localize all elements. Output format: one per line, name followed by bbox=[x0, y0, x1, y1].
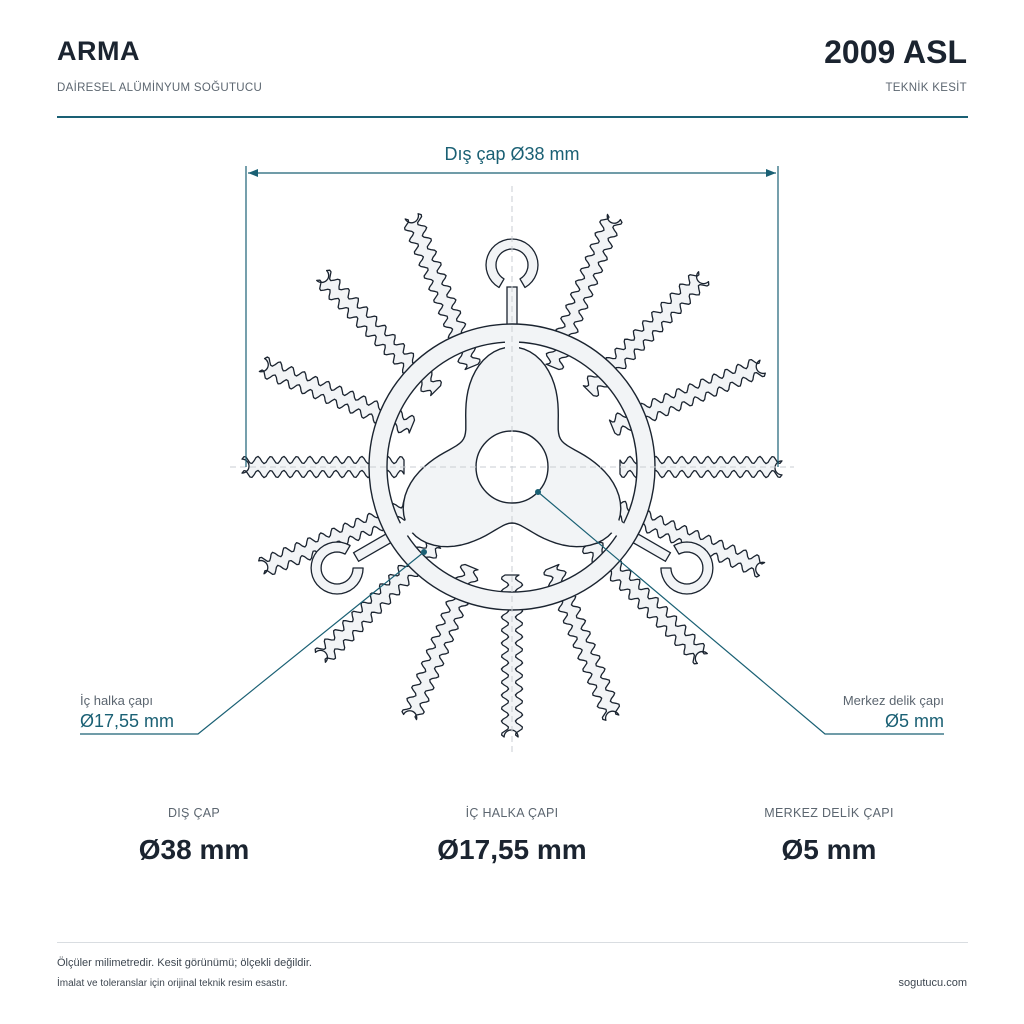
view-label: TEKNİK KESİT bbox=[885, 82, 967, 94]
spec-center-hole-value: Ø5 mm bbox=[781, 834, 877, 865]
footer-note-units: Ölçüler milimetredir. Kesit görünümü; ölçekli değildir. bbox=[57, 957, 312, 969]
leader-dot-center-hole bbox=[535, 489, 541, 495]
spec-inner-ring-value: Ø17,55 mm bbox=[437, 834, 587, 865]
arrowhead-right bbox=[766, 169, 776, 177]
clip-hook bbox=[311, 542, 363, 594]
spec-center-hole-label: MERKEZ DELİK ÇAPI bbox=[764, 806, 894, 820]
spec-center-hole bbox=[679, 806, 979, 866]
clip-hook bbox=[661, 542, 713, 594]
callout-inner-ring-value: Ø17,55 mm bbox=[80, 711, 175, 731]
product-code: 2009 ASL bbox=[824, 34, 967, 70]
spec-outer-diameter bbox=[44, 806, 344, 866]
spec-outer-diameter-label: DIŞ ÇAP bbox=[167, 806, 221, 820]
footer-divider bbox=[57, 942, 968, 943]
brand-title: ARMA bbox=[57, 36, 140, 66]
footer-website: sogutucu.com bbox=[898, 977, 967, 989]
callout-center-hole-value: Ø5 mm bbox=[884, 711, 944, 731]
footer-note-tolerance: İmalat ve toleranslar için orijinal teknik resim esastır. bbox=[57, 978, 288, 989]
product-subtitle: DAİRESEL ALÜMİNYUM SOĞUTUCU bbox=[57, 82, 263, 94]
spec-inner-ring bbox=[362, 806, 662, 866]
outer-diameter-label: Dış çap Ø38 mm bbox=[444, 144, 580, 164]
dimension-annotations bbox=[80, 144, 944, 752]
callout-inner-ring-title: İç halka çapı bbox=[80, 693, 153, 708]
callout-center-hole-title: Merkez delik çapı bbox=[842, 693, 944, 708]
leader-dot-inner-ring bbox=[421, 549, 427, 555]
spec-inner-ring-label: İÇ HALKA ÇAPI bbox=[465, 806, 559, 820]
arrowhead-left bbox=[248, 169, 258, 177]
spec-outer-diameter-value: Ø38 mm bbox=[138, 834, 250, 865]
